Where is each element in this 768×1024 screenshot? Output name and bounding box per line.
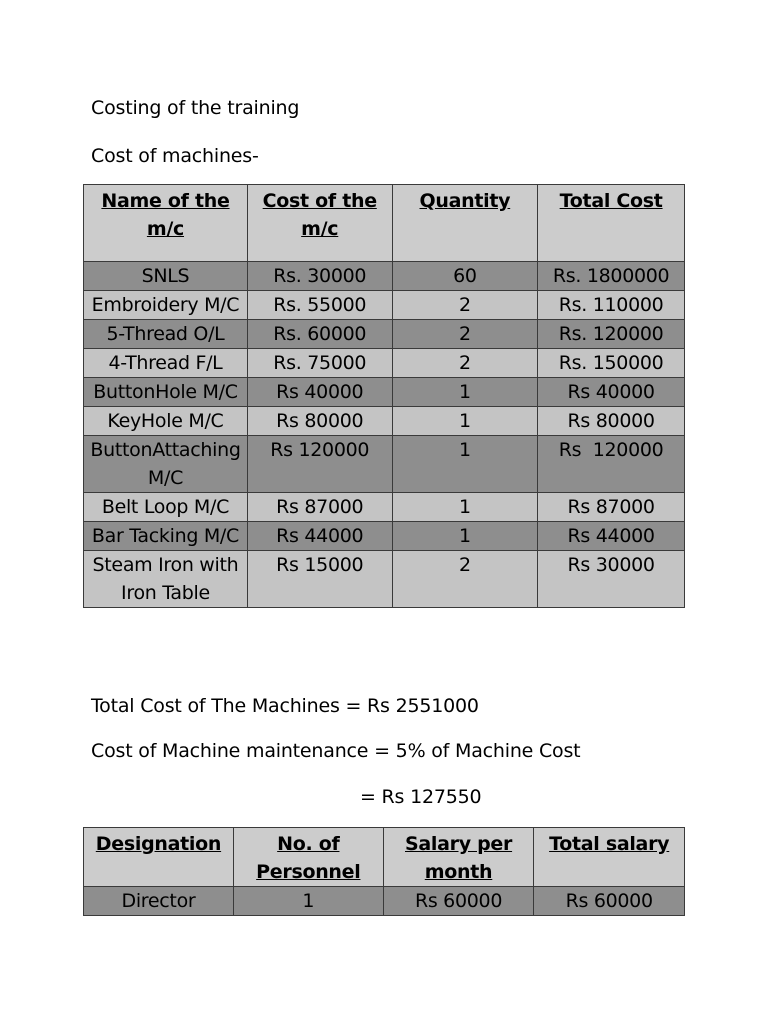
document-title: Costing of the training (91, 97, 300, 119)
cell-total: Rs. 1800000 (538, 262, 685, 291)
cell-quantity: 1 (392, 378, 538, 407)
cell-total: Rs. 110000 (538, 291, 685, 320)
cell-quantity: 2 (392, 349, 538, 378)
cell-quantity: 2 (392, 551, 538, 608)
cell-salary: Rs 60000 (383, 887, 534, 916)
maintenance-cost-formula: Cost of Machine maintenance = 5% of Machine Cost (91, 740, 581, 762)
cell-cost: Rs 80000 (247, 407, 392, 436)
cell-name: KeyHole M/C (84, 407, 248, 436)
cell-total-salary: Rs 60000 (534, 887, 685, 916)
staff-table-header-row (84, 828, 685, 887)
header-total-cost: Total Cost (538, 185, 685, 262)
cell-quantity: 1 (392, 436, 538, 493)
cell-name: Bar Tacking M/C (84, 522, 248, 551)
cell-total: Rs 80000 (538, 407, 685, 436)
cell-name: 5-Thread O/L (84, 320, 248, 349)
header-machine-name: Name of the m/c (84, 185, 248, 262)
cell-name: Belt Loop M/C (84, 493, 248, 522)
total-machines-cost: Total Cost of The Machines = Rs 2551000 (91, 695, 479, 717)
cell-name: SNLS (84, 262, 248, 291)
table-row (84, 349, 685, 378)
cell-total: Rs 40000 (538, 378, 685, 407)
cell-cost: Rs 44000 (247, 522, 392, 551)
table-row (84, 887, 685, 916)
cell-cost: Rs. 55000 (247, 291, 392, 320)
cell-cost: Rs. 30000 (247, 262, 392, 291)
table-row (84, 378, 685, 407)
table-row (84, 551, 685, 608)
header-total-salary: Total salary (534, 828, 685, 887)
cell-cost: Rs 87000 (247, 493, 392, 522)
cell-quantity: 1 (392, 493, 538, 522)
table-row (84, 291, 685, 320)
machines-table (83, 184, 685, 608)
cell-quantity: 60 (392, 262, 538, 291)
machines-table-header-row (84, 185, 685, 262)
header-personnel-count: No. of Personnel (233, 828, 383, 887)
header-quantity: Quantity (392, 185, 538, 262)
cell-quantity: 2 (392, 320, 538, 349)
header-designation: Designation (84, 828, 234, 887)
cell-designation: Director (84, 887, 234, 916)
table-row (84, 262, 685, 291)
cell-name: 4-Thread F/L (84, 349, 248, 378)
section-heading-machines: Cost of machines- (91, 145, 259, 167)
cell-total: Rs 30000 (538, 551, 685, 608)
cell-quantity: 1 (392, 522, 538, 551)
cell-total: Rs. 120000 (538, 320, 685, 349)
cell-cost: Rs 120000 (247, 436, 392, 493)
maintenance-cost-result: = Rs 127550 (360, 786, 482, 808)
cell-cost: Rs 40000 (247, 378, 392, 407)
cell-total: Rs 44000 (538, 522, 685, 551)
cell-quantity: 1 (392, 407, 538, 436)
cell-cost: Rs. 75000 (247, 349, 392, 378)
staff-table (83, 827, 685, 916)
cell-total: Rs. 150000 (538, 349, 685, 378)
table-row (84, 407, 685, 436)
cell-personnel-count: 1 (233, 887, 383, 916)
table-row (84, 493, 685, 522)
table-row (84, 436, 685, 493)
cell-name: Steam Iron with Iron Table (84, 551, 248, 608)
cell-total: Rs 87000 (538, 493, 685, 522)
cell-total: Rs 120000 (538, 436, 685, 493)
cell-cost: Rs 15000 (247, 551, 392, 608)
cell-name: ButtonHole M/C (84, 378, 248, 407)
cell-name: Embroidery M/C (84, 291, 248, 320)
cell-quantity: 2 (392, 291, 538, 320)
table-row (84, 522, 685, 551)
cell-cost: Rs. 60000 (247, 320, 392, 349)
header-salary-per-month: Salary per month (383, 828, 534, 887)
header-machine-cost: Cost of the m/c (247, 185, 392, 262)
cell-name: ButtonAttaching M/C (84, 436, 248, 493)
table-row (84, 320, 685, 349)
